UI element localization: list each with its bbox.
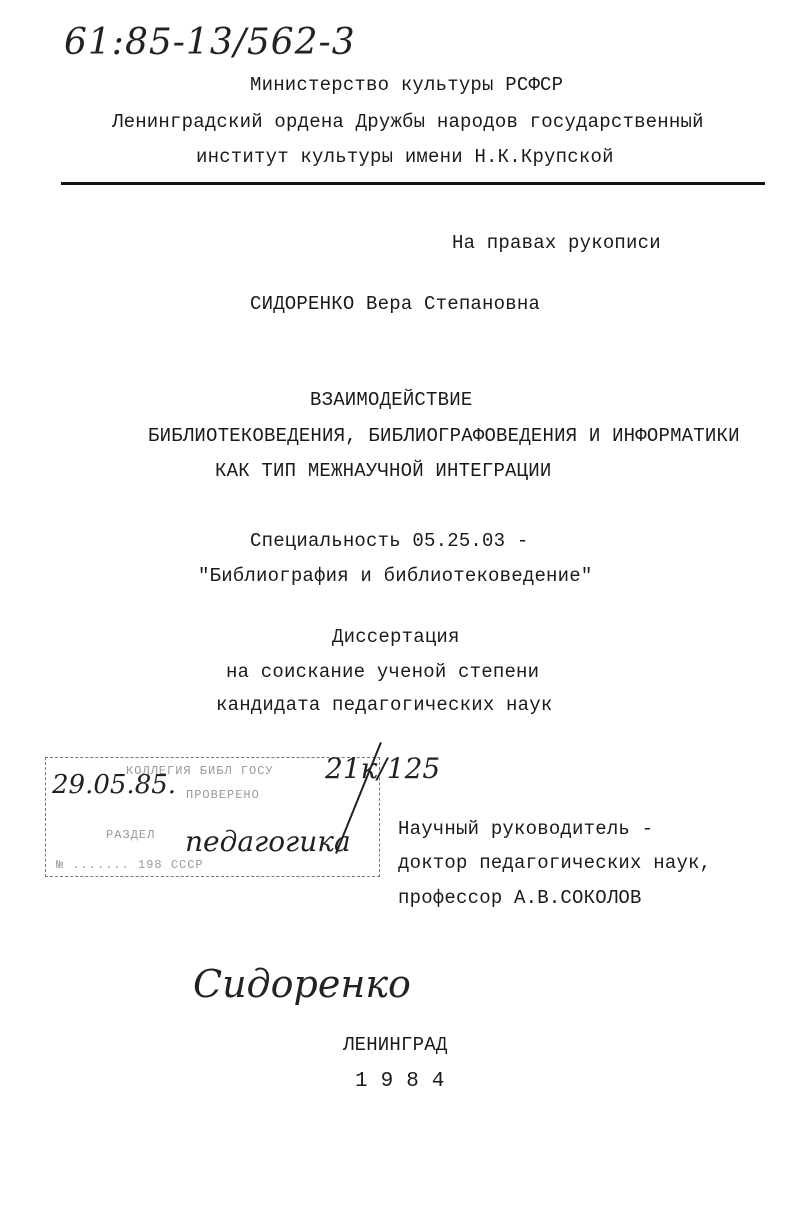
title-line-3: КАК ТИП МЕЖНАУЧНОЙ ИНТЕГРАЦИИ (215, 460, 552, 482)
city: ЛЕНИНГРАД (343, 1034, 448, 1056)
stamp-subject-handwritten: педагогика (185, 825, 351, 858)
title-line-2: БИБЛИОТЕКОВЕДЕНИЯ, БИБЛИОГРАФОВЕДЕНИЯ И ИНФОРМАТИКИ (148, 425, 740, 447)
author-signature: Сидоренко (193, 962, 411, 1006)
degree-line-3: кандидата педагогических наук (216, 694, 553, 716)
specialty-line-2: "Библиография и библиотековедение" (198, 565, 593, 587)
rights-note: На правах рукописи (452, 232, 661, 254)
author-name: СИДОРЕНКО Вера Степановна (250, 293, 541, 315)
supervisor-line-2: доктор педагогических наук, (398, 852, 712, 874)
stamp-date-handwritten: 29.05.85. (52, 770, 177, 800)
stamp-line-1: КОЛЛЕГИЯ БИБЛ ГОСУ (126, 764, 274, 778)
institute-line-2: институт культуры имени Н.К.Крупской (196, 146, 614, 168)
shelf-mark-handwritten: 21к/125 (325, 752, 441, 785)
supervisor-line-1: Научный руководитель - (398, 818, 654, 840)
supervisor-line-3: профессор А.В.СОКОЛОВ (398, 887, 642, 909)
degree-line-2: на соискание ученой степени (226, 661, 540, 683)
title-line-1: ВЗАИМОДЕЙСТВИЕ (310, 389, 473, 411)
catalog-number-handwritten: 61:85-13/562-3 (64, 22, 356, 63)
stamp-line-2: ПРОВЕРЕНО (186, 788, 260, 802)
ministry-line: Министерство культуры РСФСР (250, 74, 564, 96)
stamp-line-3: РАЗДЕЛ (106, 828, 156, 842)
specialty-line-1: Специальность 05.25.03 - (250, 530, 529, 552)
year: 1 9 8 4 (355, 1070, 445, 1093)
stamp-line-4: № ....... 198 СССР (56, 858, 204, 872)
institute-line-1: Ленинградский ордена Дружбы народов государственный (112, 111, 704, 133)
header-divider (61, 182, 765, 185)
degree-line-1: Диссертация (332, 626, 460, 648)
